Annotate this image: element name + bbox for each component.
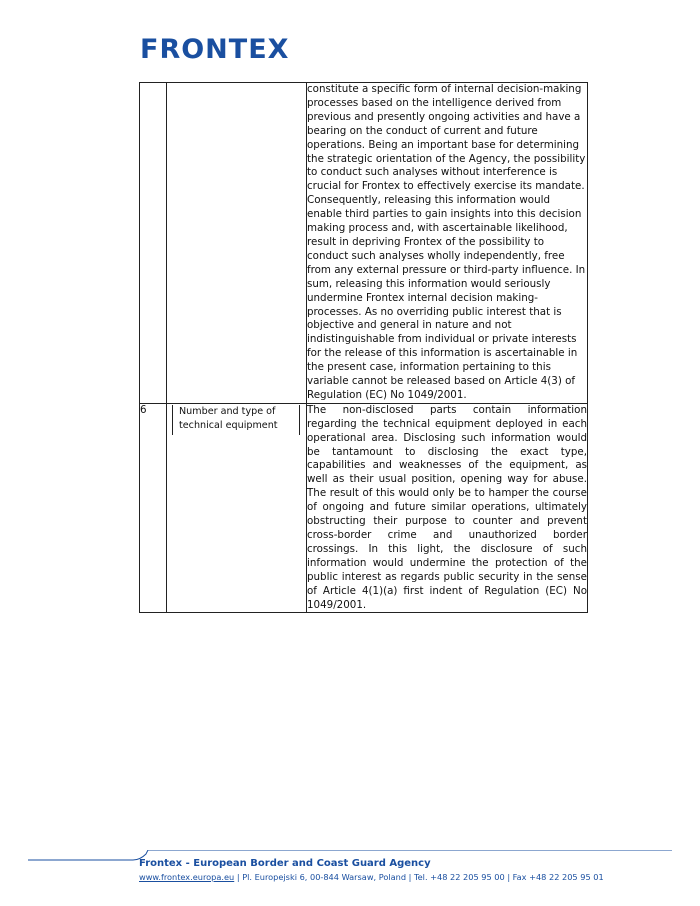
- footer-agency: Frontex - European Border and Coast Guard Agency: [139, 858, 431, 869]
- table-row: [140, 403, 588, 613]
- footer-contact: [139, 872, 604, 882]
- frontex-logo: FRONTEX: [140, 34, 290, 65]
- row-description: The non-disclosed parts contain information regarding the technical equipment deployed in each operational area. Disclosing such information would be tantamount to disclosing the exact type, capabilities and weaknesses of the equipment, as well as their usual position, opening way for abuse. The result of this would only be to hamper the course of ongoing and future similar operations, ultimately obstructing their purpose to counter and prevent cross-border crime and unauthorized border crossings. In this light, the disclosure of such information would undermine the protection of the public interest as regards public security in the sense of Article 4(1)(a) first indent of Regulation (EC) No 1049/2001.: [307, 403, 588, 613]
- document-table: [139, 82, 588, 613]
- row-name: Number and type of technical equipment: [172, 405, 300, 435]
- table-row: [140, 83, 588, 404]
- footer-address: | Pl. Europejski 6, 00-844 Warsaw, Poland | Tel. +48 22 205 95 00 | Fax +48 22 205 95 01: [234, 872, 604, 882]
- row-number: 6: [140, 403, 167, 613]
- row-number-cell: [140, 83, 167, 404]
- row-name-cell: [167, 83, 307, 404]
- row-name-cell: [167, 403, 307, 613]
- continuation-text: constitute a specific form of internal decision-making processes based on the intelligence derived from previous and presently ongoing activities and have a bearing on the conduct of current and future operations. Being an important base for determining the strategic orientation of the Agency, the possibility to conduct such analyses without interference is crucial for Frontex to effectively exercise its mandate. Consequently, releasing this information would enable third parties to gain insights into this decision making process and, with ascertainable likelihood, result in depriving Frontex of the possibility to conduct such analyses wholly independently, free from any external pressure or third-party influence. In sum, releasing this information would seriously undermine Frontex internal decision making-processes. As no overriding public interest that is objective and general in nature and not indistinguishable from individual or private interests for the release of this information is ascertainable in the present case, information pertaining to this variable cannot be released based on Article 4(3) of Regulation (EC) No 1049/2001.: [307, 83, 588, 404]
- footer-website-link[interactable]: www.frontex.europa.eu: [139, 872, 235, 882]
